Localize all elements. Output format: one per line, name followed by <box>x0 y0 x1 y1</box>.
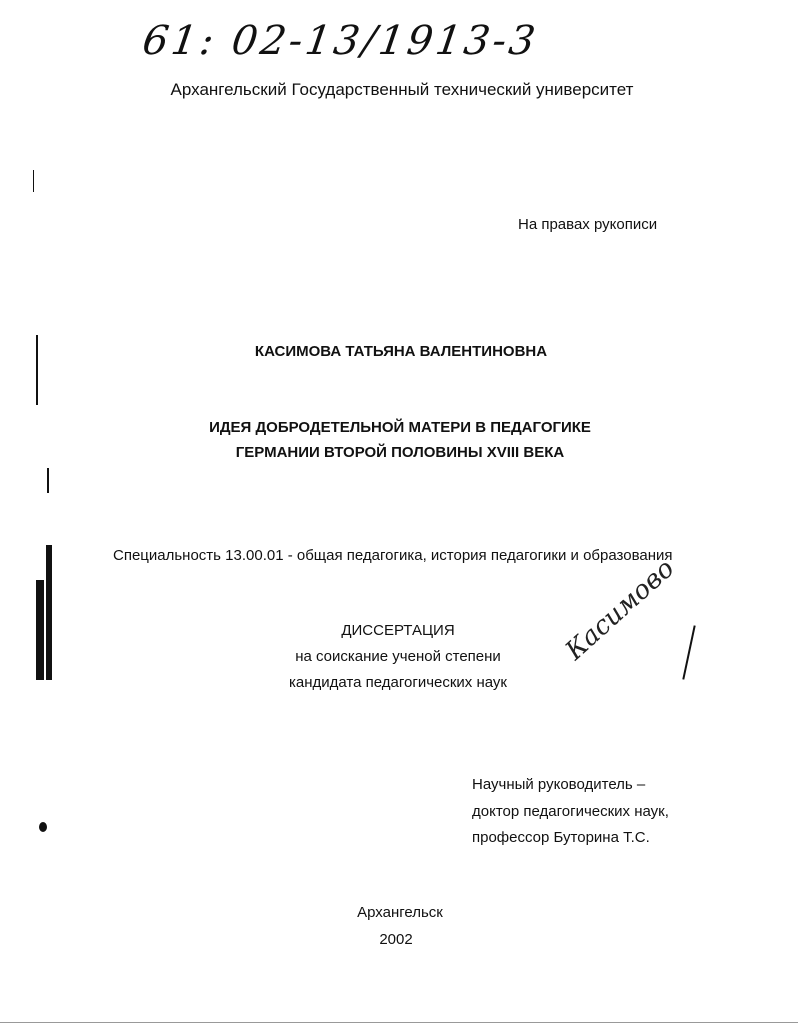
scan-artifact <box>39 822 47 832</box>
manuscript-rights-note: На правах рукописи <box>518 216 658 233</box>
title-line-1: ИДЕЯ ДОБРОДЕТЕЛЬНОЙ МАТЕРИ В ПЕДАГОГИКЕ <box>209 419 591 436</box>
specialty: Специальность 13.00.01 - общая педагогика, история педагогики и образования <box>113 547 673 564</box>
scan-artifact <box>47 468 49 493</box>
work-type: ДИССЕРТАЦИЯ <box>341 622 455 639</box>
year: 2002 <box>379 931 413 948</box>
supervisor-degree: доктор педагогических наук, <box>472 803 669 820</box>
university-name: Архангельский Государственный технический университет <box>170 80 634 99</box>
author-name: КАСИМОВА ТАТЬЯНА ВАЛЕНТИНОВНА <box>254 343 548 360</box>
degree-line-2: кандидата педагогических наук <box>289 674 507 691</box>
title-line-2: ГЕРМАНИИ ВТОРОЙ ПОЛОВИНЫ XVIII ВЕКА <box>235 444 565 461</box>
handwritten-archive-code: 61: 02-13/1913-3 <box>139 18 541 64</box>
scan-artifact <box>36 580 44 680</box>
signature-stroke <box>682 625 695 679</box>
supervisor-name: профессор Буторина Т.С. <box>472 829 650 846</box>
supervisor-label: Научный руководитель – <box>472 776 646 793</box>
scan-edge <box>0 1022 798 1023</box>
scan-artifact <box>36 335 38 405</box>
degree-line-1: на соискание ученой степени <box>295 648 501 665</box>
scan-artifact <box>46 545 52 680</box>
city: Архангельск <box>357 904 443 921</box>
author-signature: Касимово <box>559 553 681 667</box>
scan-artifact <box>33 170 34 192</box>
